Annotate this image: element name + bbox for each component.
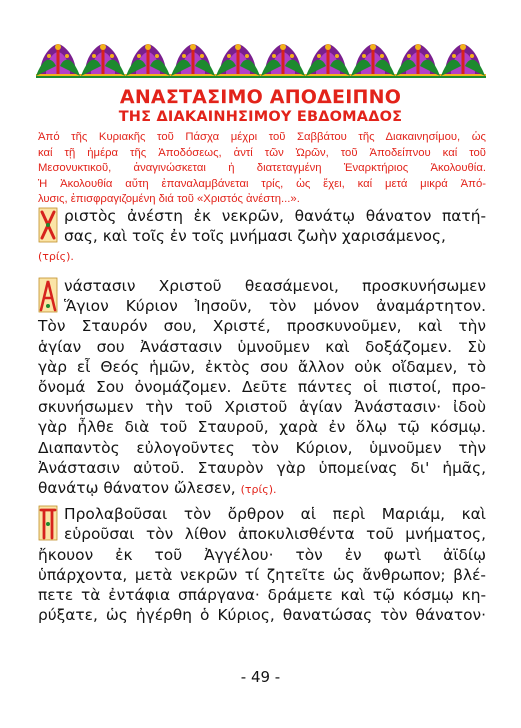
hymn-line: εὑροῦσαι τὸν λίθον ἀποκυλισθέντα τοῦ μνήματος,	[64, 525, 486, 544]
hymn-paragraph	[38, 276, 486, 500]
hymn-line: νάστασιν Χριστοῦ θεασάμενοι, προσκυνήσωμεν	[64, 277, 486, 295]
hymn-line: ὑπάρχοντα, μετὰ νεκρῶν τί ζητεῖτε ὡς ἄνθρωπον; βλέ-	[38, 565, 486, 584]
hymn-line: γὰρ ἦλθε διὰ τοῦ Σταυροῦ, χαρὰ ἐν ὅλῳ τῷ κόσμῳ.	[38, 418, 486, 437]
rubric-line: Ἀπό τῆς Κυριακῆς τοῦ Πάσχα μέχρι τοῦ Σαββάτου τῆς Διακαινησίμου, ὡς	[38, 131, 486, 143]
rubric-instructions	[38, 130, 486, 208]
drop-cap-chi-icon	[38, 206, 58, 244]
hymn-line: Ἅγιον Κύριον Ἰησοῦν, τὸν μόνον ἀναμάρτητον.	[64, 297, 486, 316]
rubric-line: λυσις, ἐπισφραγιζομένη διά τοῦ «Χριστός ἀνέστη...».	[38, 193, 300, 206]
floral-ornament-band	[36, 40, 486, 80]
main-text	[38, 206, 486, 625]
rubric-line: Μεσονυκτικοῦ, ἀναγινώσκεται ἡ διατεταγμένη Ἐναρκτήριος Ἀκολουθία.	[38, 162, 486, 175]
page-subtitle: ΤΗΣ ΔΙΑΚΑΙΝΗΣΙΜΟΥ ΕΒΔΟΜΑΔΟΣ	[118, 109, 403, 125]
hymn-line: σας, καὶ τοῖς ἐν τοῖς μνήμασι ζωὴν χαρισάμενος,	[64, 227, 446, 246]
hymn-line: σκυνήσωμεν τὴν τοῦ Χριστοῦ ἁγίαν Ἀνάστασιν· ἰδοὺ	[38, 398, 486, 417]
page-number: - 49 -	[240, 668, 281, 686]
hymn-line: ἤκουον ἐκ τοῦ Ἀγγέλου· τὸν ἐν φωτὶ ἀϊδίῳ	[38, 545, 486, 564]
hymn-line: Προλαβοῦσαι τὸν ὄρθρον αἱ περὶ Μαριάμ, καὶ	[64, 505, 486, 524]
drop-cap-alpha-icon	[38, 276, 58, 314]
hymn-line: ριστὸς ἀνέστη ἐκ νεκρῶν, θανάτῳ θάνατον πατή-	[64, 207, 486, 225]
hymn-line: ρύξατε, ὡς ἠγέρθη ὁ Κύριος, θανατώσας τὸν θάνατον·	[38, 606, 486, 625]
hymn-line: θανάτῳ θάνατον ὤλεσεν,	[38, 479, 236, 498]
rubric-tris: (τρίς).	[38, 250, 74, 264]
hymn-line: γὰρ εἶ Θεός ἡμῶν, ἐκτὸς σου ἄλλον οὐκ οἴδαμεν, τὸ	[38, 357, 486, 376]
rubric-line: καί τῇ ἡμέρα τῆς Ἀποδόσεως, ἀντί τῶν Ὡρῶν, τοῦ Ἀποδείπνου καί τοῦ	[38, 146, 486, 159]
hymn-line: ὄνομά Σου ὀνομάζομεν. Δεῦτε πάντες οἱ πιστοί, προ-	[38, 378, 486, 397]
hymn-line: Διαπαντὸς εὐλογοῦντες τὸν Κύριον, ὑμνοῦμεν τὴν	[38, 438, 486, 457]
page-title: ΑΝΑΣΤΑΣΙΜΟ ΑΠΟΔΕΙΠΝΟ	[119, 86, 402, 108]
hymn-last-line	[38, 478, 486, 500]
hymn-line: πετε τὰ ἐντάφια σπάργανα· δράμετε καὶ τῷ κόσμῳ κη-	[38, 586, 486, 605]
hymn-line: ἁγίαν σου Ἀνάστασιν ὑμνοῦμεν καὶ δοξάζομεν. Σὺ	[38, 337, 486, 356]
drop-cap-pi-icon	[38, 504, 58, 542]
rubric-tris: (τρίς).	[240, 483, 277, 497]
rubric-line: Ἡ Ἀκολουθία αὕτη ἐπαναλαμβάνεται τρίς, ὡς ἔχει, καί μετά μικρά Ἀπό-	[38, 177, 486, 190]
hymn-line: Ἀνάστασιν αὐτοῦ. Σταυρὸν γὰρ ὑπομείνας δι' ἡμᾶς,	[38, 458, 486, 477]
hymn-paragraph	[38, 504, 486, 625]
hymn-paragraph	[38, 206, 486, 268]
hymn-line: Τὸν Σταυρόν σου, Χριστέ, προσκυνοῦμεν, καὶ τὴν	[38, 317, 486, 336]
